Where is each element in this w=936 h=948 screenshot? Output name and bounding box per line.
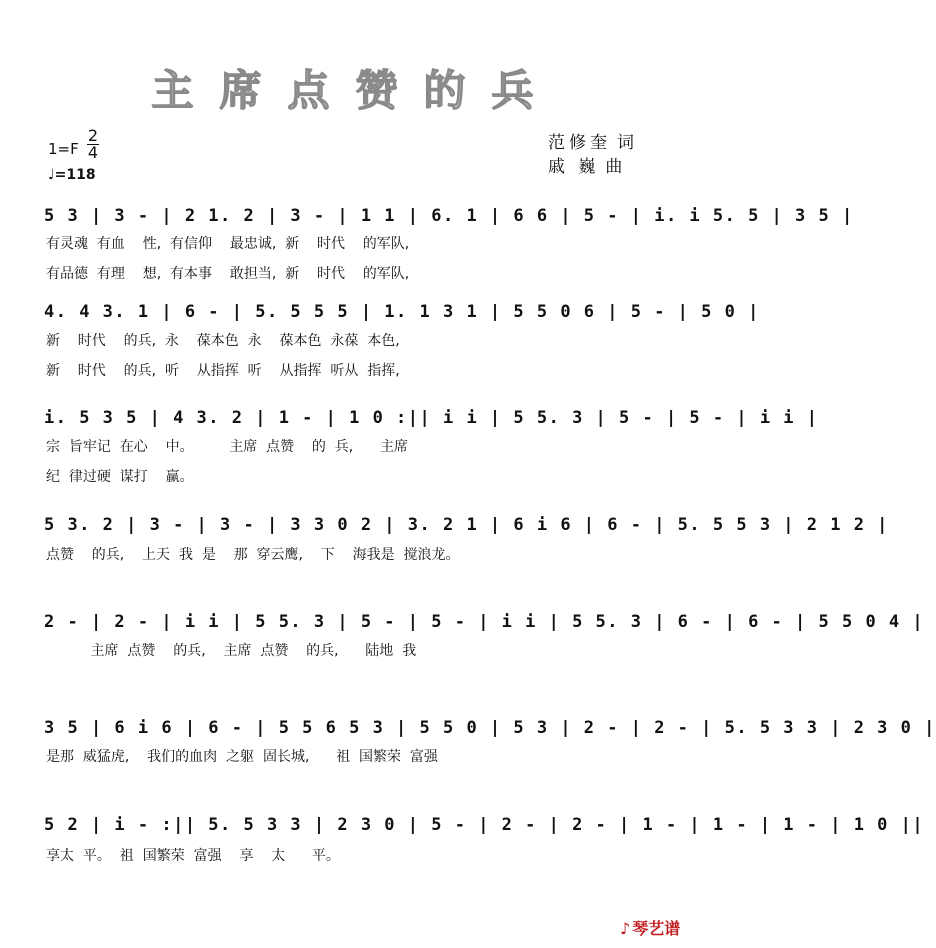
time-signature — [86, 128, 100, 161]
notation-line-7: 5 2 | i - :|| 5. 5 3 3 | 2 3 0 | 5 - | 2 - | 2 - | 1 - | 1 - | 1 - | 1 0 || — [44, 815, 925, 835]
watermark-logo — [620, 916, 680, 939]
lyric-line-4a: 点赞 的兵, 上天 我 是 那 穿云鹰, 下 海我是 搅浪龙。 — [46, 547, 460, 563]
time-numerator: 2 — [87, 126, 99, 145]
song-title: 主席点赞的兵 — [151, 66, 560, 115]
lyricist-name: 范修奎 — [548, 133, 611, 153]
time-denominator: 4 — [87, 143, 99, 162]
tempo-marking: ♩=118 — [48, 167, 96, 183]
lyric-line-5a: 主席 点赞 的兵, 主席 点赞 的兵, 陆地 我 — [46, 643, 417, 659]
watermark-text: 琴艺谱 — [632, 919, 681, 938]
notation-line-1: 5 3 | 3 - | 2 1. 2 | 3 - | 1 1 | 6. 1 | 6 6 | 5 - | i. i 5. 5 | 3 5 | — [44, 206, 854, 226]
composer-credit — [548, 152, 626, 177]
notation-line-3: i. 5 3 5 | 4 3. 2 | 1 - | 1 0 :|| i i | 5 5. 3 | 5 - | 5 - | i i | — [44, 408, 819, 428]
composer-name: 戚 巍 — [548, 157, 600, 177]
notation-line-5: 2 - | 2 - | i i | 5 5. 3 | 5 - | 5 - | i i | 5 5. 3 | 6 - | 6 - | 5 5 0 4 | — [44, 612, 925, 632]
lyric-line-2b: 新 时代 的兵, 听 从指挥 听 从指挥 听从 指挥, — [46, 363, 400, 379]
lyric-line-2a: 新 时代 的兵, 永 葆本色 永 葆本色 永葆 本色, — [46, 333, 400, 349]
lyric-line-1a: 有灵魂 有血 性, 有信仰 最忠诚, 新 时代 的军队, — [46, 236, 410, 252]
lyric-line-7a: 享太 平。 祖 国繁荣 富强 享 太 平。 — [46, 848, 340, 864]
notation-line-6: 3 5 | 6 i 6 | 6 - | 5 5 6 5 3 | 5 5 0 | 5 3 | 2 - | 2 - | 5. 5 3 3 | 2 3 0 | — [44, 718, 936, 738]
lyric-line-3a: 宗 旨牢记 在心 中。 主席 点赞 的 兵, 主席 — [46, 439, 408, 455]
notation-line-2: 4. 4 3. 1 | 6 - | 5. 5 5 5 | 1. 1 3 1 | 5 5 0 6 | 5 - | 5 0 | — [44, 302, 760, 322]
lyricist-role: 词 — [617, 133, 638, 153]
lyric-line-3b: 纪 律过硬 谋打 赢。 — [46, 469, 194, 485]
lyric-line-1b: 有品德 有理 想, 有本事 敢担当, 新 时代 的军队, — [46, 266, 410, 282]
composer-role: 曲 — [605, 157, 627, 177]
lyricist-credit — [548, 128, 638, 153]
key-signature: 1=F — [48, 140, 79, 158]
notation-line-4: 5 3. 2 | 3 - | 3 - | 3 3 0 2 | 3. 2 1 | 6 i 6 | 6 - | 5. 5 5 3 | 2 1 2 | — [44, 515, 889, 535]
lyric-line-6a: 是那 威猛虎, 我们的血肉 之躯 固长城, 祖 国繁荣 富强 — [46, 749, 438, 765]
logo-icon: ♪ — [620, 919, 631, 938]
